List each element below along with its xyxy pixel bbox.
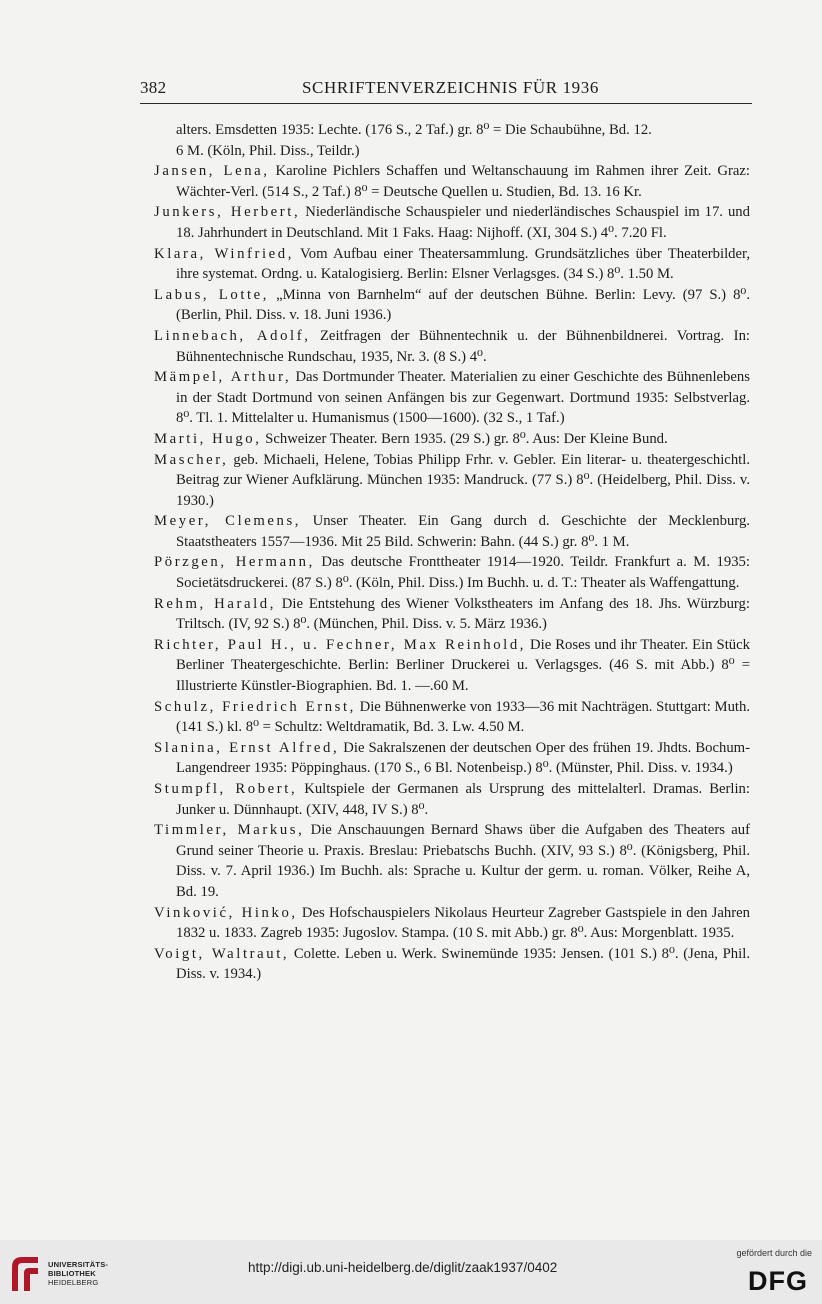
running-title: SCHRIFTENVERZEICHNIS FÜR 1936 <box>302 78 599 97</box>
entry-author: Mämpel, Arthur, <box>154 369 292 386</box>
bibliography-entry <box>154 367 750 429</box>
bibliography-entry <box>154 202 750 243</box>
bibliography-entry <box>154 820 750 902</box>
entry-author: Vinković, Hinko, <box>154 904 298 921</box>
entry-author: Richter, Paul H., u. Fechner, Max Reinhold, <box>154 636 527 653</box>
running-header <box>140 78 752 106</box>
entry-text: „Minna von Barnhelm“ auf der deutschen Bühne. Berlin: Levy. (97 S.) 8⁰. (Berlin, Phil. Diss. v. 18. Juni 1936.) <box>176 286 750 324</box>
continuation-line: 6 M. (Köln, Phil. Diss., Teildr.) <box>176 142 360 159</box>
logo-line: UNIVERSITÄTS- <box>48 1260 109 1269</box>
entry-author: Rehm, Harald, <box>154 595 276 612</box>
entry-text: Kultspiele der Germanen als Ursprung des mittelalterl. Dramas. Berlin: Junker u. Dünnhaupt. (XIV, 448, IV S.) 8⁰. <box>176 781 750 818</box>
entry-author: Jansen, Lena, <box>154 163 270 180</box>
continuation-line: alters. Emsdetten 1935: Lechte. (176 S., 2 Taf.) gr. 8⁰ = Die Schaubühne, Bd. 12. <box>176 122 652 138</box>
entry-text: Niederländische Schauspieler und niederländisches Schauspiel im 17. und 18. Jahrhundert in Deutschland. Mit 1 Faks. Haag: Nijhoff. (XI, 304 S.) 4⁰. 7.20 Fl. <box>176 204 750 241</box>
funder-block <box>706 1248 816 1300</box>
entry-text: Die Anschauungen Bernard Shaws über die Aufgaben des Theaters auf Grund seiner Theorie u. Praxis. Breslau: Priebatschs Buchh. (XIV, 93 S.) 8⁰. (Königsberg, Phil. Diss. v. 7. April 1936.) Im Buchh. als: Sprache u. Kultur der germ. u. roman. Völker, Reihe A, Bd. 19. <box>176 822 750 900</box>
bibliography-entry <box>154 161 750 202</box>
entry-text: Vom Aufbau einer Theatersammlung. Grundsätzliches über Theaterbilder, ihre systemat. Ordng. u. Katalogisierg. Berlin: Elsner Verlagsges. (34 S.) 8⁰. 1.50 M. <box>176 245 750 283</box>
entry-text: Die Roses und ihr Theater. Ein Stück Berliner Theatergeschichte. Berlin: Berliner Druckerei u. Verlagsges. (46 S. mit Abb.) 8⁰ = Illustrierte Künstler-Biographien. Bd. 1. —.60 M. <box>176 636 750 695</box>
entry-text: Zeitfragen der Bühnentechnik u. der Bühnenbildnerei. Vortrag. In: Bühnentechnische Rundschau, 1935, Nr. 3. (8 S.) 4⁰. <box>176 327 751 365</box>
bibliography-entry <box>154 552 750 593</box>
entry-text: Schweizer Theater. Bern 1935. (29 S.) gr. 8⁰. Aus: Der Kleine Bund. <box>261 430 668 447</box>
entry-author: Mascher, <box>154 451 229 468</box>
entry-text: Karoline Pichlers Schaffen und Weltanschauung im Rahmen ihrer Zeit. Graz: Wächter-Verl. (514 S., 2 Taf.) 8⁰ = Deutsche Quellen u. Studien, Bd. 13. 16 Kr. <box>176 163 750 200</box>
bibliography-entry <box>154 738 750 779</box>
entry-text: Die Sakralszenen der deutschen Oper des frühen 19. Jhdts. Bochum-Langendreer 1935: Pöppinghaus. (170 S., 6 Bl. Notenbeisp.) 8⁰. (Münster, Phil. Diss. v. 1934.) <box>176 739 750 777</box>
entry-text: geb. Michaeli, Helene, Tobias Philipp Frhr. v. Gebler. Ein literar- u. theatergeschichtl. Beitrag zur Wiener Aufklärung. München 1935: Mandruck. (77 S.) 8⁰. (Heidelberg, Phil. Diss. v. 1930.) <box>176 451 750 509</box>
bibliography-text <box>154 120 750 985</box>
entry-author: Meyer, Clemens, <box>154 513 302 530</box>
entry-author: Schulz, Friedrich Ernst, <box>154 698 356 715</box>
university-library-logo[interactable] <box>8 1253 109 1293</box>
entry-text: Die Entstehung des Wiener Volkstheaters im Anfang des 18. Jhs. Würzburg: Triltsch. (IV, 92 S.) 8⁰. (München, Phil. Diss. v. 5. März 1936.) <box>176 595 750 633</box>
entry-text: Die Bühnenwerke von 1933—36 mit Nachträgen. Stuttgart: Muth. (141 S.) kl. 8⁰ = Schultz: Weltdramatik, Bd. 3. Lw. 4.50 M. <box>176 698 751 736</box>
dfg-logo[interactable]: DFG <box>748 1266 808 1296</box>
entry-author: Timmler, Markus, <box>154 822 305 839</box>
permalink-url[interactable]: http://digi.ub.uni-heidelberg.de/diglit/zaak1937/0402 <box>248 1260 558 1275</box>
bibliography-entry <box>154 429 750 450</box>
bibliography-entry <box>154 326 750 367</box>
entry-author: Slanina, Ernst Alfred, <box>154 739 340 756</box>
entry-author: Stumpfl, Robert, <box>154 781 298 797</box>
bibliography-entry <box>154 594 750 635</box>
entry-author: Junkers, Herbert, <box>154 204 301 221</box>
entry-author: Marti, Hugo, <box>154 430 262 447</box>
bibliography-entry <box>154 779 750 820</box>
bibliography-entry <box>154 944 750 985</box>
bibliography-entry <box>154 635 750 697</box>
heidelberg-logo-icon <box>8 1253 44 1293</box>
entry-author: Pörzgen, Hermann, <box>154 554 315 571</box>
entry-author: Voigt, Waltraut, <box>154 945 290 962</box>
bibliography-entry <box>154 450 750 512</box>
bibliography-entry <box>154 697 750 738</box>
entry-text: Das Dortmunder Theater. Materialien zu einer Geschichte des Bühnenlebens in der Stadt Dortmund von seinen Anfängen bis zur Gegenwart. Dortmund 1935: Selbstverlag. 8⁰. Tl. 1. Mittelalter u. Humanismus (1500—1600). (32 S., 1 Taf.) <box>176 369 750 427</box>
entry-author: Linnebach, Adolf, <box>154 327 311 344</box>
entry-text: Colette. Leben u. Werk. Swinemünde 1935: Jensen. (101 S.) 8⁰. (Jena, Phil. Diss. v. 1934.) <box>176 945 750 983</box>
entry-text: Des Hofschauspielers Nikolaus Heurteur Zagreber Gastspiele in den Jahren 1832 u. 1833. Zagreb 1935: Jugoslov. Stampa. (10 S. mit Abb.) gr. 8⁰. Aus: Morgenblatt. 1935. <box>176 904 750 942</box>
page-number: 382 <box>140 78 167 97</box>
entry-author: Labus, Lotte, <box>154 286 270 303</box>
funding-caption: gefördert durch die <box>736 1248 812 1258</box>
bibliography-entry <box>154 903 750 944</box>
logo-line: BIBLIOTHEK <box>48 1269 96 1278</box>
viewer-footer <box>0 1240 822 1304</box>
header-rule <box>140 103 752 104</box>
logo-line: HEIDELBERG <box>48 1278 99 1287</box>
entry-text: Unser Theater. Ein Gang durch d. Geschichte der Mecklenburg. Staatstheaters 1557—1936. Mit 25 Bild. Schwerin: Bahn. (44 S.) gr. 8⁰. 1 M. <box>176 513 750 550</box>
bibliography-entry <box>154 511 750 552</box>
bibliography-entry <box>154 285 750 326</box>
bibliography-entry <box>154 244 750 285</box>
entry-author: Klara, Winfried, <box>154 245 295 262</box>
entry-text: Das deutsche Fronttheater 1914—1920. Teildr. Frankfurt a. M. 1935: Societätsdruckerei. (87 S.) 8⁰. (Köln, Phil. Diss.) Im Buchh. u. d. T.: Theater als Waffengattung. <box>176 554 750 592</box>
